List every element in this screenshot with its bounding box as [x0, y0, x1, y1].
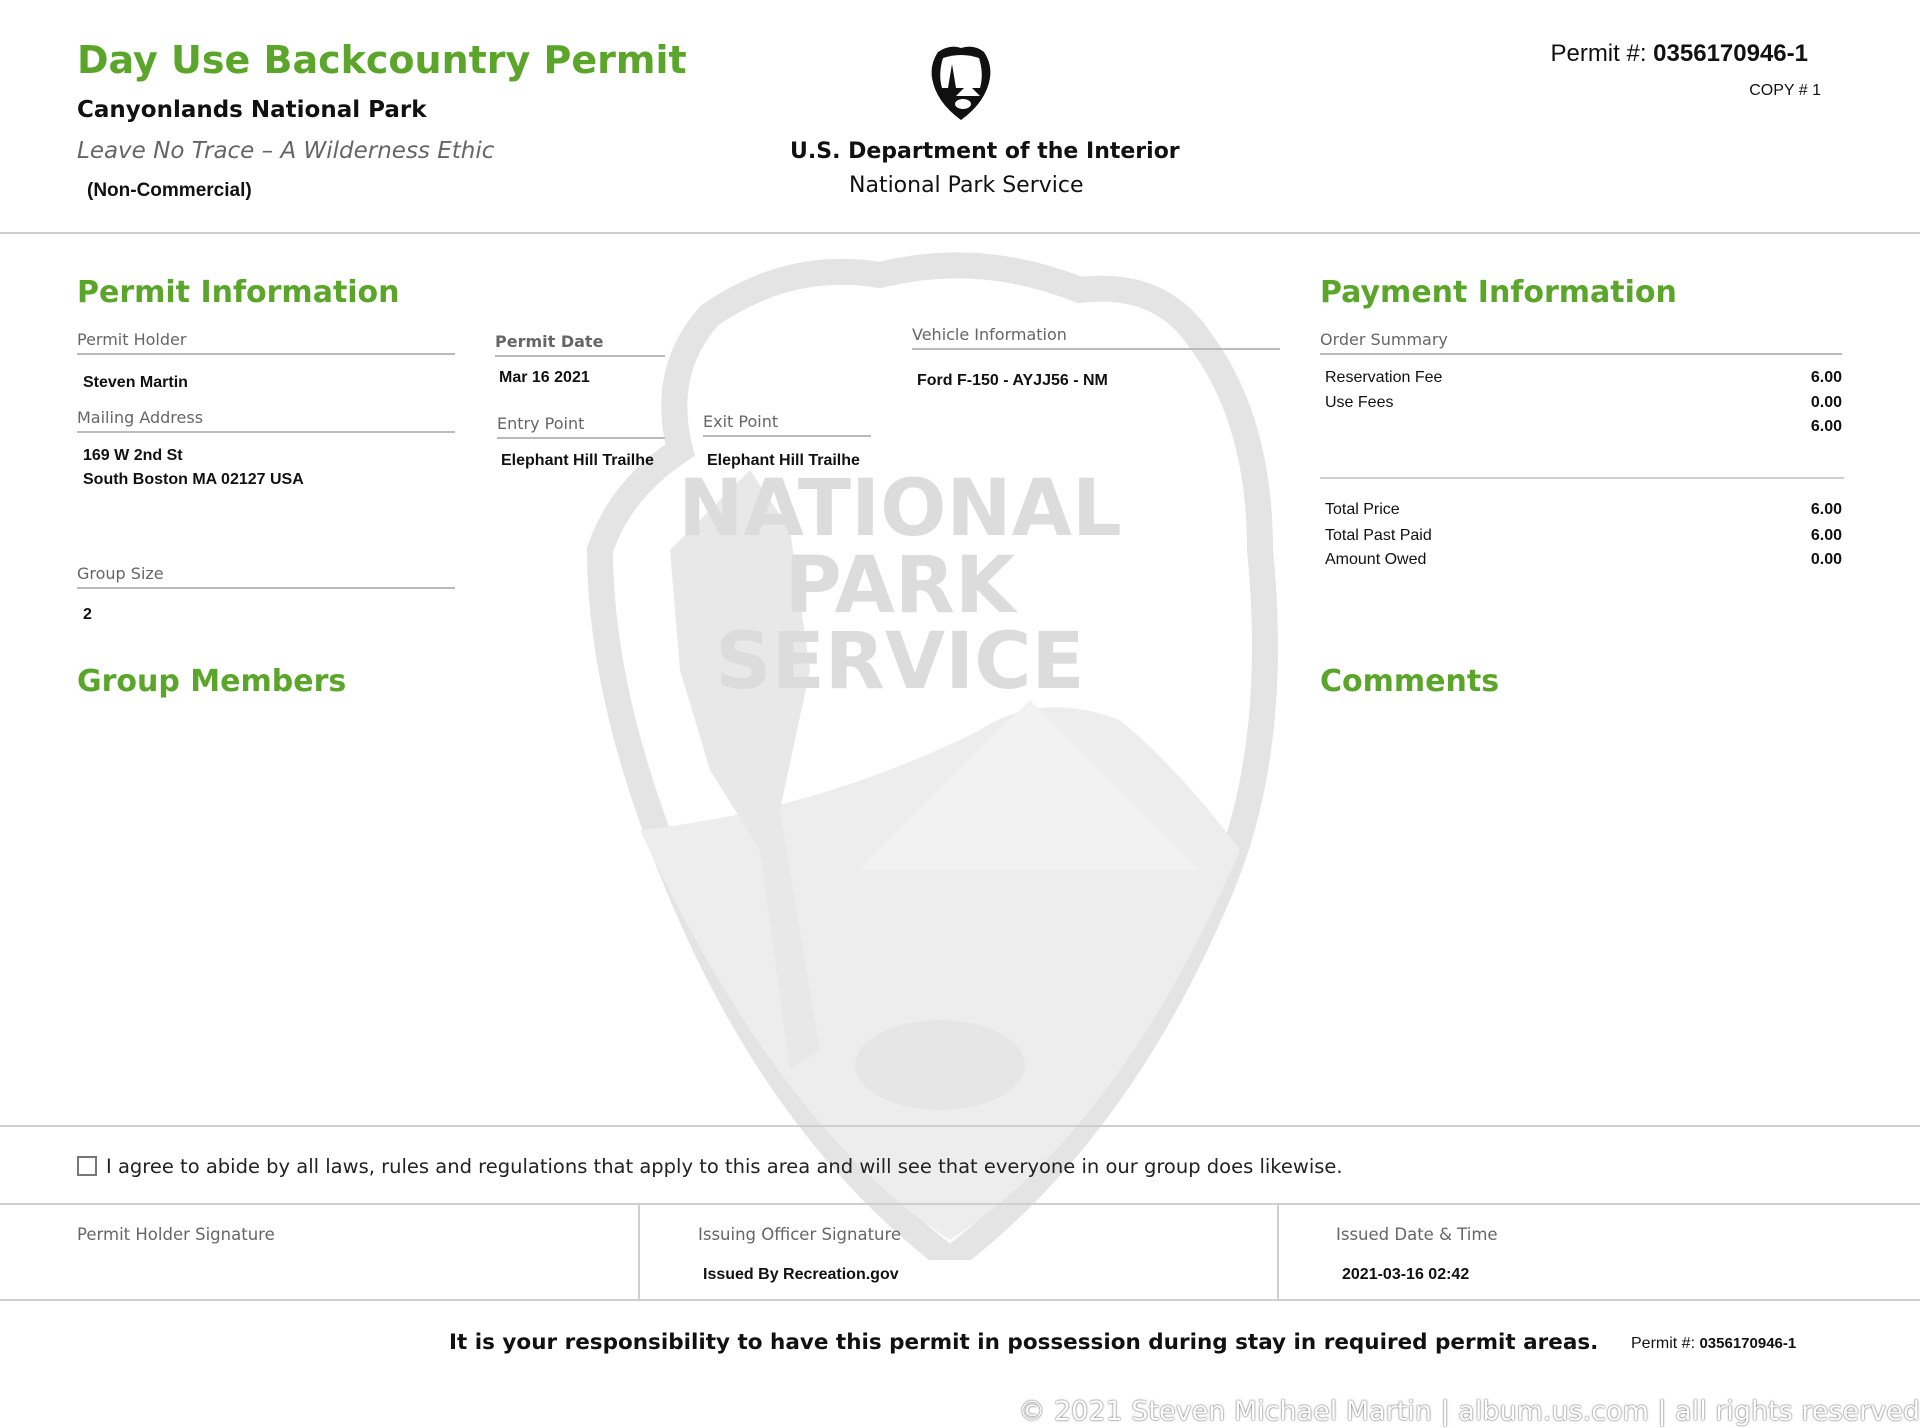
permit-date-value: Mar 16 2021	[499, 369, 590, 386]
holder-signature-label: Permit Holder Signature	[77, 1225, 275, 1244]
vehicle-information-label: Vehicle Information	[912, 325, 1280, 350]
address-line-1: 169 W 2nd St	[83, 447, 183, 464]
issued-date-label: Issued Date & Time	[1336, 1225, 1498, 1244]
footer-permit-value: 0356170946-1	[1699, 1335, 1797, 1352]
permit-holder-label: Permit Holder	[77, 330, 455, 355]
fee-value-reservation: 6.00	[1810, 369, 1842, 386]
permit-date-label: Permit Date	[495, 332, 665, 357]
nps-arrowhead-watermark-icon	[560, 250, 1340, 1260]
exit-point-value: Elephant Hill Trailhe	[707, 452, 860, 469]
group-size-label: Group Size	[77, 564, 455, 589]
total-past-paid-value: 6.00	[1810, 527, 1842, 544]
responsibility-notice: It is your responsibility to have this permit in possession during stay in required permit areas.	[449, 1330, 1599, 1355]
permit-number-value: 0356170946-1	[1653, 40, 1808, 67]
watermark-line-1: NATIONAL	[678, 464, 1122, 554]
signature-divider-1	[638, 1205, 640, 1300]
permit-title: Day Use Backcountry Permit	[77, 38, 687, 82]
officer-signature-value: Issued By Recreation.gov	[703, 1266, 899, 1283]
comments-heading: Comments	[1320, 664, 1500, 699]
exit-point-label: Exit Point	[703, 412, 871, 437]
group-size-value: 2	[83, 606, 92, 623]
permit-holder-value: Steven Martin	[83, 374, 188, 391]
amount-owed-label: Amount Owed	[1325, 551, 1427, 568]
watermark-line-3: SERVICE	[715, 617, 1085, 707]
nps-arrowhead-icon	[928, 44, 994, 122]
motto: Leave No Trace – A Wilderness Ethic	[77, 138, 495, 164]
fee-value-use: 0.00	[1810, 394, 1842, 411]
fee-label-use: Use Fees	[1325, 394, 1394, 411]
footer-permit-label: Permit #:	[1631, 1335, 1696, 1352]
payment-divider	[1320, 477, 1844, 479]
total-past-paid-label: Total Past Paid	[1325, 527, 1432, 544]
copyright-notice: © 2021 Steven Michael Martin | album.us.com | all rights reserved	[1018, 1396, 1920, 1427]
agreement-top-divider	[0, 1125, 1920, 1127]
permit-number-footer	[1631, 1335, 1796, 1353]
address-line-2: South Boston MA 02127 USA	[83, 471, 304, 488]
fee-label-reservation: Reservation Fee	[1325, 369, 1443, 386]
header-divider	[0, 232, 1920, 234]
watermark-line-2: PARK	[784, 541, 1016, 631]
department-name: U.S. Department of the Interior	[790, 139, 1180, 164]
signature-divider-2	[1277, 1205, 1279, 1300]
permit-type: (Non-Commercial)	[87, 180, 252, 201]
total-price-value: 6.00	[1810, 501, 1842, 518]
permit-information-heading: Permit Information	[77, 275, 400, 310]
payment-information-heading: Payment Information	[1320, 275, 1677, 310]
permit-number-label: Permit #:	[1550, 40, 1647, 67]
fee-value-subtotal: 6.00	[1810, 418, 1842, 435]
officer-signature-label: Issuing Officer Signature	[698, 1225, 902, 1244]
agency-name: National Park Service	[849, 173, 1084, 198]
agreement-text: I agree to abide by all laws, rules and regulations that apply to this area and will see that everyone in our group does likewise.	[106, 1155, 1343, 1178]
agreement-checkbox[interactable]	[77, 1156, 97, 1176]
group-members-heading: Group Members	[77, 664, 347, 699]
agreement-bottom-divider	[0, 1203, 1920, 1205]
amount-owed-value: 0.00	[1810, 551, 1842, 568]
issued-date-value: 2021-03-16 02:42	[1342, 1266, 1470, 1283]
total-price-label: Total Price	[1325, 501, 1400, 518]
permit-number-header	[1550, 40, 1808, 68]
mailing-address-label: Mailing Address	[77, 408, 455, 433]
copy-number: COPY # 1	[1749, 82, 1821, 99]
vehicle-information-value: Ford F-150 - AYJJ56 - NM	[917, 372, 1108, 389]
signature-bottom-divider	[0, 1299, 1920, 1301]
order-summary-label: Order Summary	[1320, 330, 1842, 355]
park-name: Canyonlands National Park	[77, 97, 427, 123]
entry-point-label: Entry Point	[497, 414, 665, 439]
entry-point-value: Elephant Hill Trailhe	[501, 452, 654, 469]
